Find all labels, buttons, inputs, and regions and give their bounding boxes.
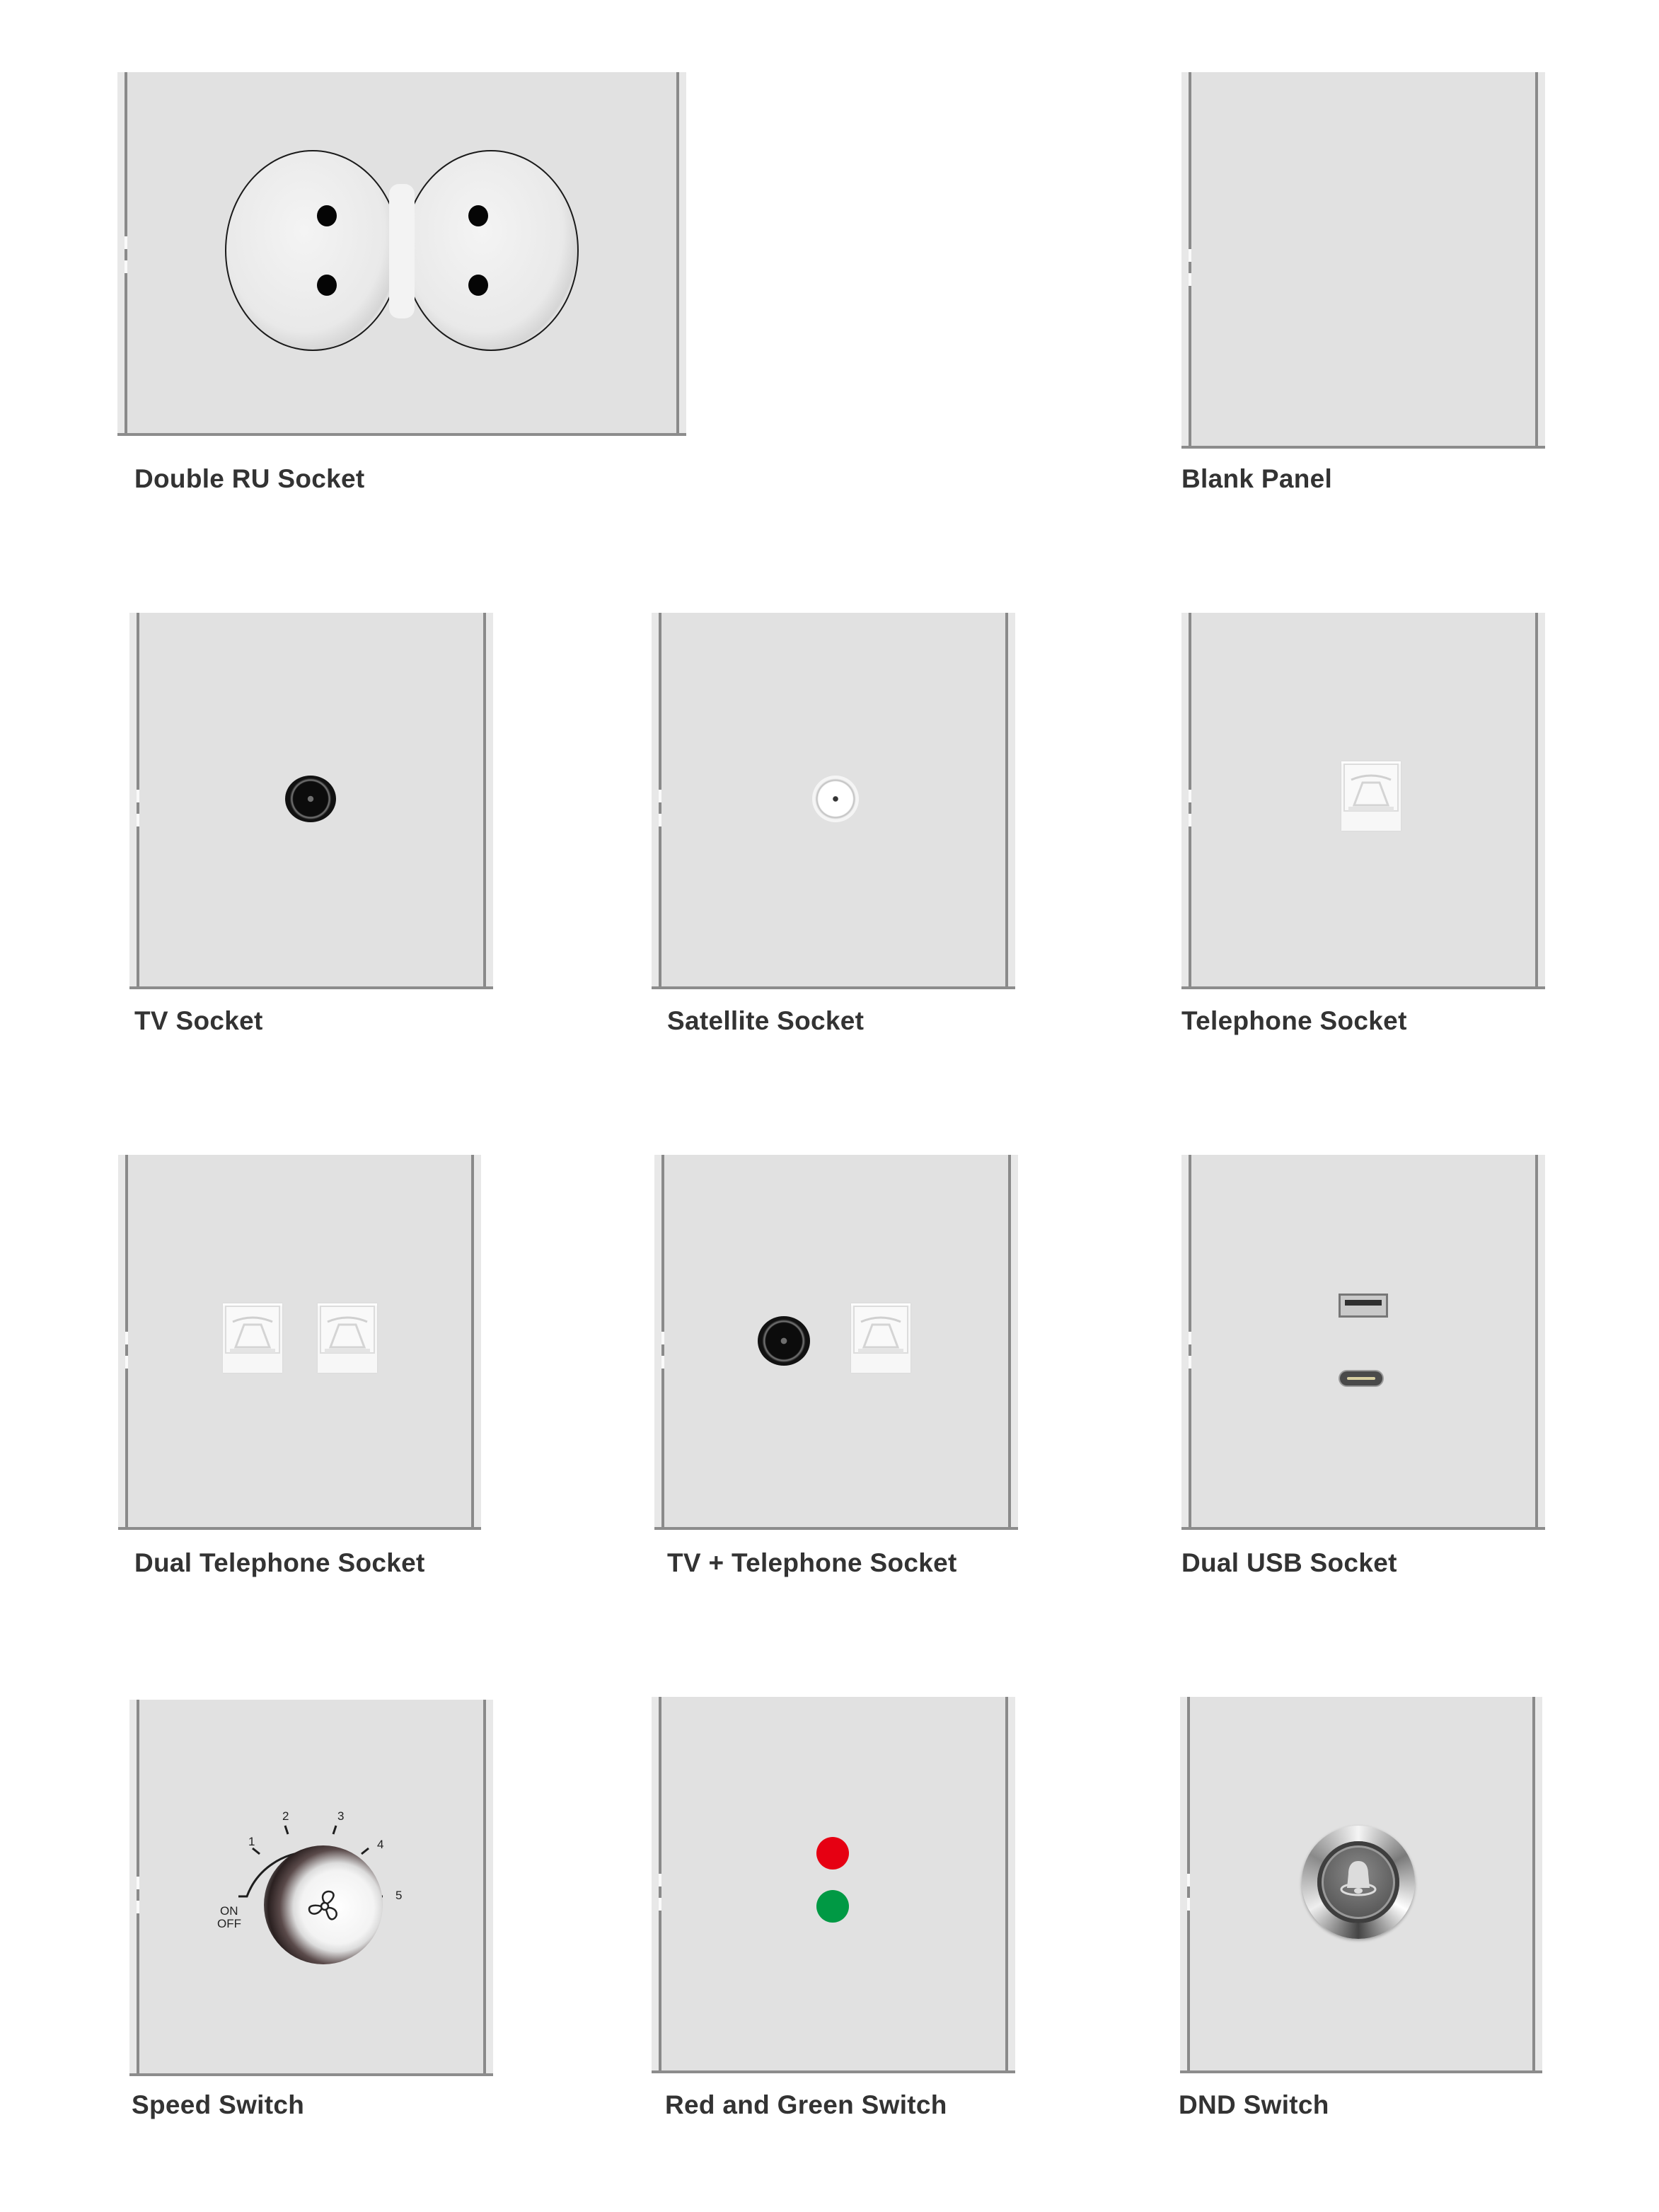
dial-on-label: ON <box>220 1904 238 1918</box>
panel <box>1181 1155 1545 1530</box>
product-label: DND Switch <box>1179 2090 1329 2119</box>
panel <box>129 1700 493 2076</box>
dial-mark-2: 2 <box>282 1809 289 1823</box>
product-label: Dual USB Socket <box>1181 1548 1397 1577</box>
product-label: TV Socket <box>134 1006 263 1035</box>
panel <box>118 1155 481 1530</box>
green-indicator-button[interactable] <box>816 1890 849 1923</box>
rj11-telephone-port-icon <box>223 1303 282 1373</box>
double-ru-outlet-icon <box>225 150 579 355</box>
usb-a-port-icon <box>1339 1294 1388 1318</box>
red-indicator-button[interactable] <box>816 1837 849 1870</box>
satellite-port-icon <box>812 776 859 822</box>
product-label: Dual Telephone Socket <box>134 1548 425 1577</box>
coax-tv-port-icon <box>285 776 336 822</box>
dnd-button[interactable] <box>1302 1826 1415 1939</box>
panel <box>654 1155 1018 1530</box>
product-label: Telephone Socket <box>1181 1006 1407 1035</box>
dial-mark-3: 3 <box>337 1809 345 1823</box>
panel <box>117 72 686 436</box>
product-label: Speed Switch <box>132 2090 305 2119</box>
dial-mark-4: 4 <box>377 1838 384 1851</box>
coax-tv-port-icon <box>758 1316 810 1366</box>
rj11-telephone-port-icon <box>318 1303 377 1373</box>
rj11-telephone-port-icon <box>1341 761 1401 831</box>
dial-off-label: OFF <box>217 1917 241 1930</box>
product-label: Double RU Socket <box>134 464 365 493</box>
product-label: Blank Panel <box>1181 464 1333 493</box>
speed-knob[interactable] <box>264 1845 383 1964</box>
fan-icon <box>305 1886 345 1926</box>
product-label: Red and Green Switch <box>665 2090 947 2119</box>
usb-c-port-icon <box>1340 1371 1382 1386</box>
rj11-telephone-port-icon <box>851 1303 911 1373</box>
product-label: TV + Telephone Socket <box>667 1548 957 1577</box>
panel <box>1180 1697 1542 2073</box>
dial-mark-5: 5 <box>395 1889 403 1902</box>
panel <box>1181 72 1545 449</box>
panel <box>129 613 493 989</box>
bell-icon <box>1337 1857 1380 1903</box>
panel <box>652 1697 1015 2073</box>
panel <box>652 613 1015 989</box>
product-label: Satellite Socket <box>667 1006 865 1035</box>
dial-mark-1: 1 <box>248 1835 255 1848</box>
panel <box>1181 613 1545 989</box>
